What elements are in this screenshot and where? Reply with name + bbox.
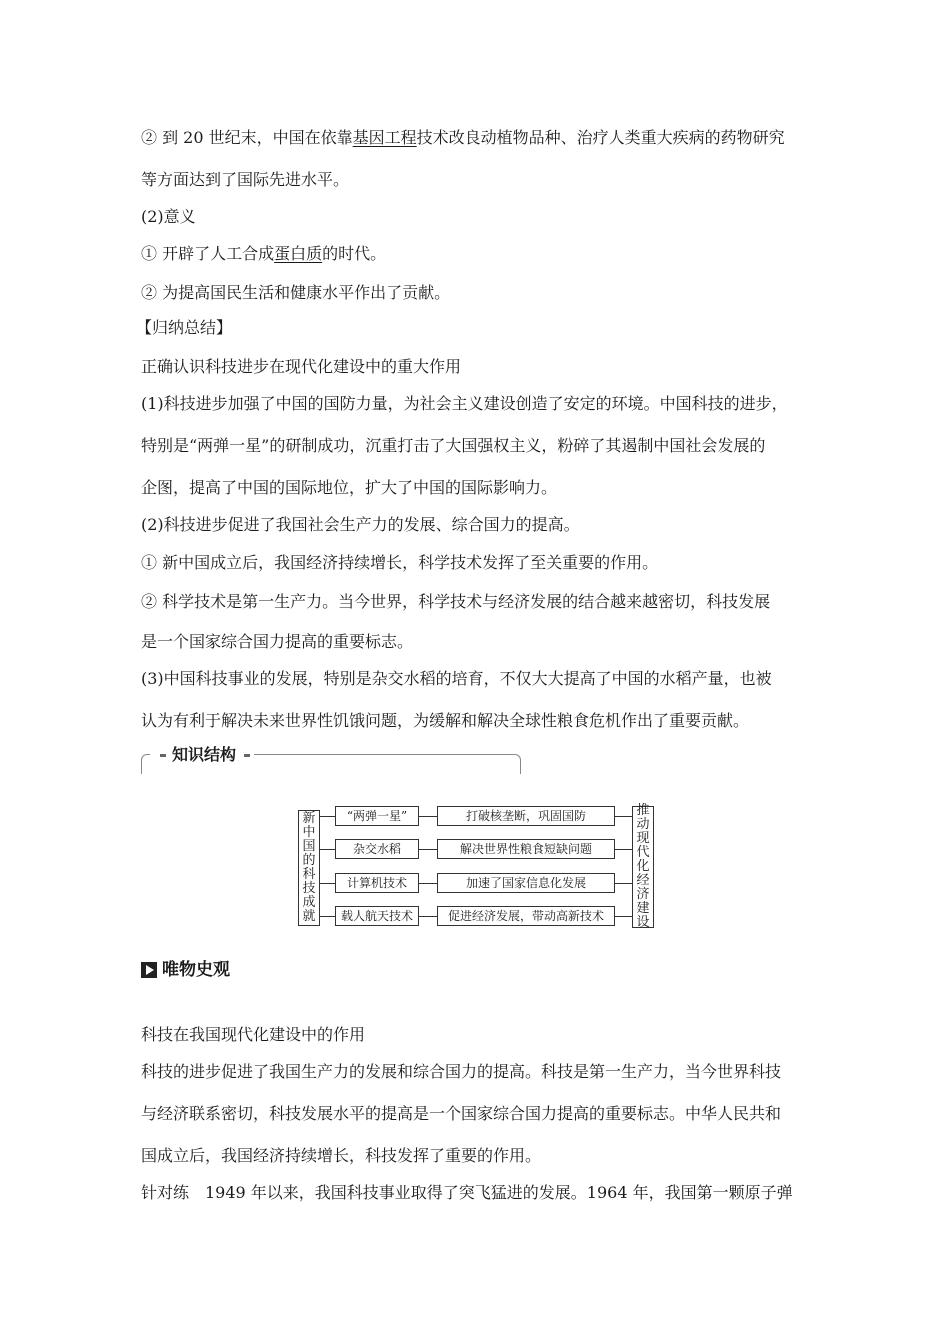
paragraph-line: ② 为提高国民生活和健康水平作出了贡献。 xyxy=(141,283,451,302)
paragraph-line xyxy=(141,244,386,264)
paragraph-line: 国成立后，我国经济持续增长，科技发挥了重要的作用。 xyxy=(141,1146,542,1165)
paragraph-line: 等方面达到了国际先进水平。 xyxy=(141,170,350,189)
connector xyxy=(419,916,437,917)
text-segment: ② 到 20 世纪末，中国在依靠 xyxy=(141,128,353,147)
connector xyxy=(319,849,335,850)
achievement-box: 载人航天技术 xyxy=(335,906,419,926)
paragraph-line: ② 科学技术是第一生产力。当今世界，科学技术与经济发展的结合越来越密切，科技发展 xyxy=(141,592,771,611)
connector xyxy=(615,849,632,850)
right-label: 推动现代化经济建设 xyxy=(636,803,650,930)
achievement-box: 计算机技术 xyxy=(335,873,419,893)
text-segment: ① 开辟了人工合成 xyxy=(141,244,275,263)
paragraph-line: 针对练 1949 年以来，我国科技事业取得了突飞猛进的发展。1964 年，我国第一颗原子弹 xyxy=(141,1183,793,1202)
text-segment: 的时代。 xyxy=(322,244,387,263)
subheading: (2)意义 xyxy=(141,207,196,226)
decor-dash-icon xyxy=(244,754,250,757)
paragraph-line: 认为有利于解决未来世界性饥饿问题，为缓解和解决全球性粮食危机作出了重要贡献。 xyxy=(141,711,750,730)
paragraph-line: ① 新中国成立后，我国经济持续增长，科学技术发挥了至关重要的作用。 xyxy=(141,553,659,572)
effect-box: 促进经济发展，带动高新技术 xyxy=(437,906,615,926)
paragraph-line xyxy=(141,128,785,148)
connector xyxy=(419,849,437,850)
right-label-box xyxy=(632,803,654,930)
connector xyxy=(419,816,437,817)
connector xyxy=(615,916,632,917)
decor-dash-icon xyxy=(160,754,166,757)
achievement-box: “两弹一星” xyxy=(335,806,419,826)
paragraph-line: 企图，提高了中国的国际地位，扩大了中国的国际影响力。 xyxy=(141,478,558,497)
paragraph-line: 是一个国家综合国力提高的重要标志。 xyxy=(141,632,414,651)
paragraph-line: (2)科技进步促进了我国社会生产力的发展、综合国力的提高。 xyxy=(141,515,580,534)
paragraph-line: 科技在我国现代化建设中的作用 xyxy=(141,1025,366,1044)
left-label-box xyxy=(298,810,320,926)
paragraph-line: 科技的进步促进了我国生产力的发展和综合国力的提高。科技是第一生产力，当今世界科技 xyxy=(141,1062,782,1081)
underlined-term: 基因工程 xyxy=(352,128,417,147)
connector xyxy=(419,883,437,884)
effect-box: 加速了国家信息化发展 xyxy=(437,873,615,893)
connector xyxy=(615,816,632,817)
paragraph-line: 特别是“两弹一星”的研制成功，沉重打击了大国强权主义，粉碎了其遏制中国社会发展的 xyxy=(141,436,766,455)
text-segment: 技术改良动植物品种、治疗人类重大疾病的药物研究 xyxy=(416,128,785,147)
paragraph-line: 正确认识科技进步在现代化建设中的重大作用 xyxy=(141,357,462,376)
knowledge-diagram xyxy=(296,804,658,929)
section-heading: 【归纳总结】 xyxy=(136,318,233,337)
materialism-heading: 唯物史观 xyxy=(162,960,230,980)
paragraph-line: (3)中国科技事业的发展，特别是杂交水稻的培育，不仅大大提高了中国的水稻产量，也被 xyxy=(141,669,772,688)
knowledge-structure-title: 知识结构 xyxy=(172,745,237,764)
triangle-glyph xyxy=(146,965,154,975)
paragraph-line: (1)科技进步加强了中国的国防力量，为社会主义建设创造了安定的环境。中国科技的进步， xyxy=(141,394,788,413)
connector xyxy=(615,883,632,884)
connector xyxy=(319,816,335,817)
achievement-box: 杂交水稻 xyxy=(335,839,419,859)
connector xyxy=(319,883,335,884)
connector xyxy=(319,916,335,917)
paragraph-line: 与经济联系密切，科技发展水平的提高是一个国家综合国力提高的重要标志。中华人民共和 xyxy=(141,1104,782,1123)
effect-box: 打破核垄断，巩固国防 xyxy=(437,806,615,826)
effect-box: 解决世界性粮食短缺问题 xyxy=(437,839,615,859)
underlined-term: 蛋白质 xyxy=(274,244,323,263)
left-label: 新中国的科技成就 xyxy=(302,811,316,924)
